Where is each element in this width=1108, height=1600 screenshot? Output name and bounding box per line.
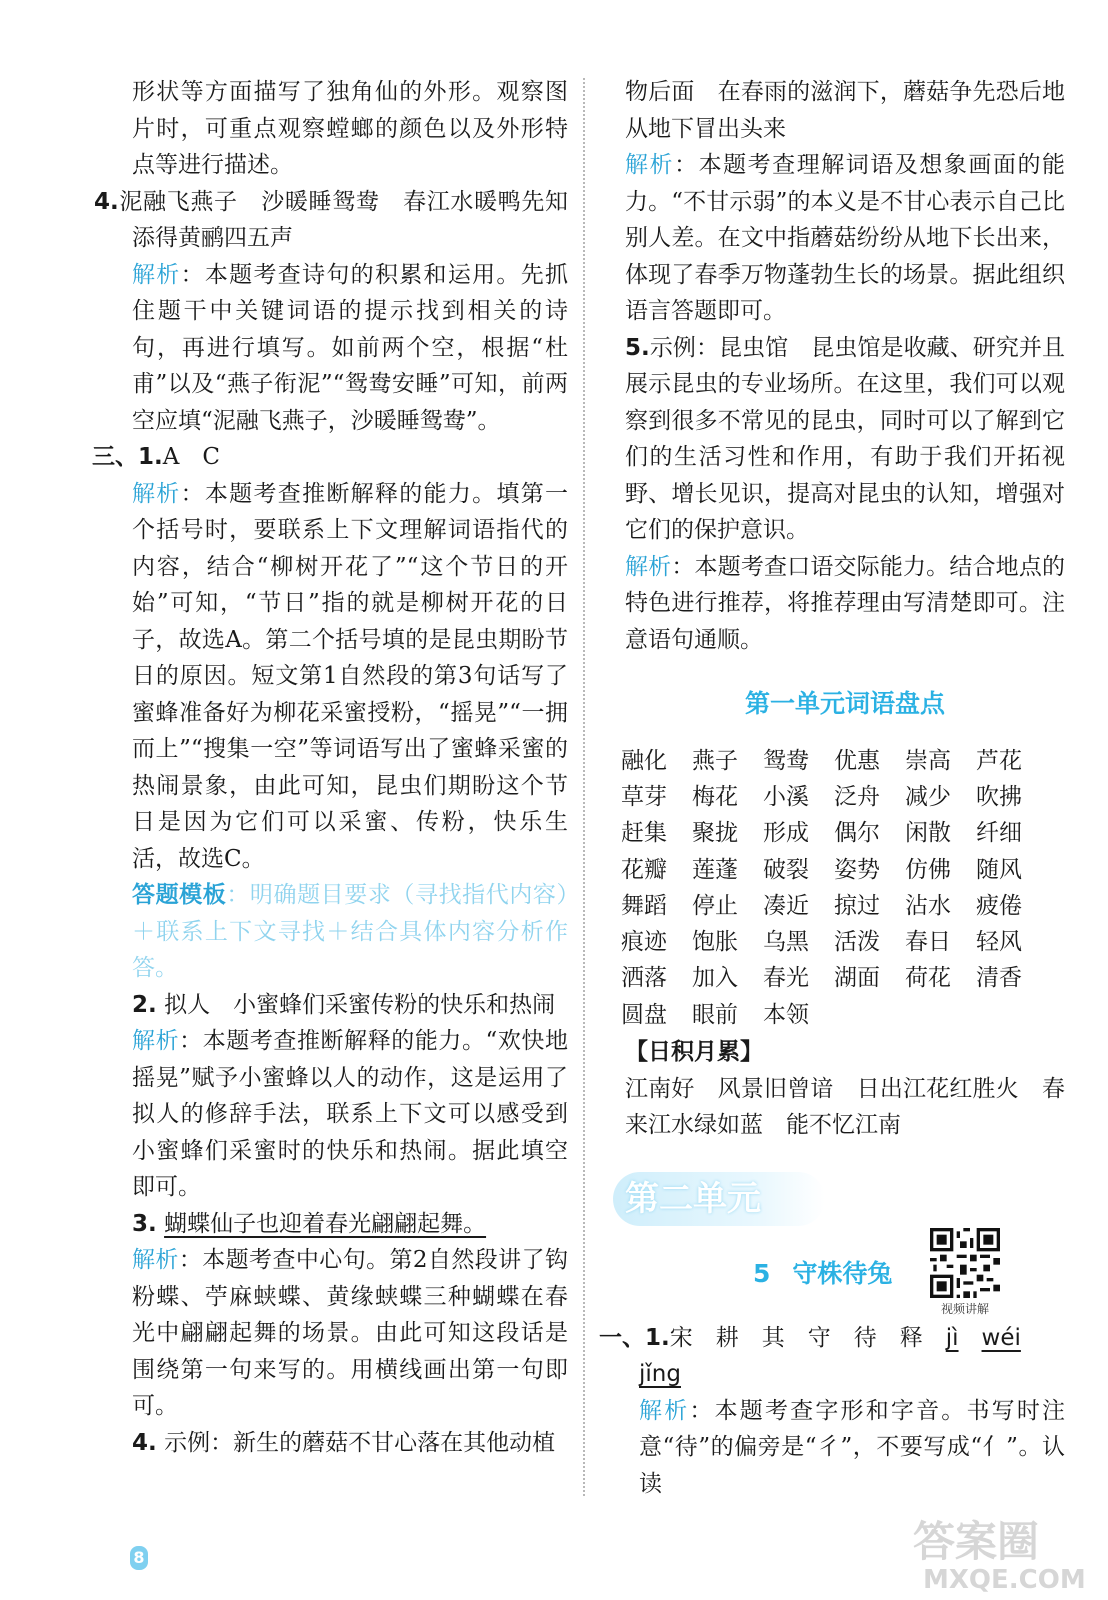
vocabulary-row — [621, 849, 1047, 885]
analysis-text: ：本题考查诗句的积累和运用。先抓住题干中关键词语的提示找到相关的诗句，再进行填写。如前两个空，根据“杜甫”以及“燕子衔泥”“鸳鸯安睡”可知，前两空应填“泥融飞燕子，沙暖睡鸳鸯”。 — [132, 261, 569, 434]
analysis — [118, 1023, 568, 1206]
vocabulary-word: 小溪 — [763, 783, 809, 810]
analysis-label: 解析 — [132, 480, 181, 507]
analysis-text: ：本题考查字形和字音。书写时注意“待”的偏旁是“彳”，不要写成“亻”。认读 — [639, 1397, 1065, 1497]
qr-code-label: 视频讲解 — [940, 1301, 989, 1316]
vocabulary-table — [621, 740, 1047, 1030]
vocabulary-word: 破裂 — [763, 856, 809, 883]
vocabulary-word: 加入 — [692, 965, 738, 992]
vocabulary-word: 泛舟 — [834, 783, 880, 810]
answer-text: 示例：新生的蘑菇不甘心落在其他动植 — [164, 1429, 556, 1456]
vocabulary-word: 凑近 — [763, 892, 809, 919]
answer-template — [118, 877, 568, 987]
vocabulary-word: 洒落 — [621, 965, 667, 992]
vocabulary-word: 舞蹈 — [621, 892, 667, 919]
analysis — [625, 549, 1065, 659]
vocabulary-word: 芦花 — [976, 747, 1022, 774]
vocabulary-word: 崇高 — [905, 747, 951, 774]
vocabulary-word — [976, 994, 1047, 1030]
analysis-text: ：本题考查推断解释的能力。填第一个括号时，要联系上下文理解词语指代的内容，结合“柳树开花了”“这个节日的开始”可知，“节日”指的就是柳树开花的日子，故选A。第二个括号填的是昆虫期盼节日的原因。短文第1自然段的第3句话写了蜜蜂准备好为柳花采蜜授粉，“摇晃”“一拥而上”“搜集一空”等词语写出了蜜蜂采蜜的热闹景象，由此可知，昆虫们期盼这个节日是因为它们可以采蜜、传粉，快乐生活，故选C。 — [132, 480, 569, 872]
svg-text:答案圈: 答案圈 — [913, 1517, 1040, 1566]
item-number: 4. — [132, 1429, 157, 1456]
section-heading — [599, 1320, 1065, 1357]
vocabulary-word: 姿势 — [834, 856, 880, 883]
vocabulary-word: 本领 — [763, 1001, 809, 1028]
vocabulary-row — [621, 994, 1047, 1030]
analysis — [118, 1242, 568, 1425]
pinyin-answer: jì — [945, 1324, 959, 1351]
item-number: 4. — [94, 188, 119, 215]
vocabulary-word: 圆盘 — [621, 1001, 667, 1028]
template-text: ：明确题目要求（寻找指代内容）＋联系上下文寻找＋结合具体内容分析作答。 — [132, 882, 569, 981]
analysis-text: ：本题考查推断解释的能力。“欢快地摇晃”赋予小蜜蜂以人的动作，这是运用了拟人的修辞手法，联系上下文可以感受到小蜜蜂们采蜜时的快乐和热闹。据此填空即可。 — [132, 1028, 568, 1200]
vocabulary-word — [834, 994, 905, 1030]
pinyin-answer: wéi — [981, 1324, 1021, 1351]
lesson-name: 守株待兔 — [792, 1258, 893, 1288]
item-number: 1. — [138, 444, 163, 470]
vocabulary-word: 草芽 — [621, 783, 667, 810]
lesson-number: 5 — [753, 1258, 771, 1288]
analysis-label: 解析 — [132, 1028, 180, 1054]
answer-item — [118, 1425, 568, 1462]
analysis — [118, 476, 568, 878]
lesson-title — [753, 1254, 892, 1290]
analysis-label: 解析 — [639, 1397, 690, 1424]
vocabulary-word: 赶集 — [621, 820, 667, 847]
analysis-label: 解析 — [625, 152, 675, 178]
svg-text:MXQE.COM: MXQE.COM — [923, 1565, 1086, 1595]
item-number: 5. — [625, 334, 650, 361]
unit-vocabulary-title: 第一单元词语盘点 — [744, 689, 945, 718]
section-label: 一、 — [599, 1324, 645, 1351]
right-column — [599, 74, 1066, 1502]
item-number: 2. — [132, 991, 157, 1018]
analysis — [625, 147, 1065, 330]
vocabulary-word: 随风 — [976, 856, 1022, 883]
analysis — [118, 257, 568, 440]
vocabulary-word: 湖面 — [834, 965, 880, 992]
lesson-header — [625, 1228, 1065, 1320]
page-number: 8 — [130, 1546, 148, 1570]
answer-item — [94, 184, 591, 257]
vocabulary-word: 闲散 — [905, 820, 951, 847]
analysis-text: ：本题考查理解词语及想象画面的能力。“不甘示弱”的本义是不甘心表示自己比别人差。在文中指蘑菇纷纷从地下长出来，体现了春季万物蓬勃生长的场景。据此组织语言答题即可。 — [625, 152, 1066, 324]
analysis-label: 解析 — [132, 261, 181, 288]
pinyin-answer: jǐng — [639, 1361, 681, 1388]
vocabulary-word: 春日 — [905, 929, 951, 956]
daily-accumulation-text: 江南好 风景旧曾谙 日出江花红胜火 春来江水绿如蓝 能不忆江南 — [625, 1075, 1065, 1139]
analysis-text: ：本题考查口语交际能力。结合地点的特色进行推荐，将推荐理由写清楚即可。注意语句通顺。 — [625, 553, 1066, 653]
item-number: 1. — [645, 1324, 670, 1351]
vocabulary-word: 荷花 — [905, 965, 951, 992]
answer-text: 拟人 小蜜蜂们采蜜传粉的快乐和热闹 — [164, 991, 556, 1018]
section-heading — [92, 439, 568, 476]
paragraph: 形状等方面描写了独角仙的外形。观察图片时，可重点观察螳螂的颜色以及外形特点等进行描述。 — [132, 79, 568, 178]
vocabulary-word: 春光 — [763, 965, 809, 992]
vocabulary-word: 花瓣 — [621, 856, 667, 883]
qr-code-icon[interactable] — [930, 1228, 1000, 1298]
answer-text: 宋 耕 其 守 待 释 — [669, 1324, 923, 1351]
vocabulary-word: 停止 — [692, 892, 738, 919]
vocabulary-word: 沾水 — [905, 892, 951, 919]
watermark-logo — [905, 1506, 1095, 1596]
vocabulary-word: 掠过 — [834, 892, 880, 919]
vocabulary-word: 饱胀 — [692, 929, 738, 956]
vocabulary-word: 疲倦 — [976, 892, 1022, 919]
answer-text: A C — [162, 444, 220, 470]
pinyin-line — [625, 1356, 1065, 1393]
section-label: 三、 — [92, 444, 138, 470]
vocabulary-word: 纤细 — [976, 820, 1022, 847]
vocabulary-word: 减少 — [905, 783, 951, 810]
analysis-text: ：本题考查中心句。第2自然段讲了钩粉蝶、苧麻蛱蝶、黄缘蛱蝶三种蝴蝶在春光中翩翩起舞的场景。由此可知这段话是围绕第一句来写的。用横线画出第一句即可。 — [132, 1247, 569, 1419]
unit-banner: 第二单元 — [613, 1172, 825, 1226]
vocabulary-word: 眼前 — [692, 1001, 738, 1028]
answer-item — [118, 1206, 568, 1243]
vocabulary-word: 痕迹 — [621, 929, 667, 956]
vocabulary-word: 活泼 — [834, 929, 880, 956]
vocabulary-word: 梅花 — [692, 783, 738, 810]
vocabulary-word: 仿佛 — [905, 856, 951, 883]
vocabulary-row — [621, 885, 1047, 921]
answer-text: 蝴蝶仙子也迎着春光翩翩起舞。 — [164, 1210, 487, 1237]
vocabulary-word: 鸳鸯 — [763, 747, 809, 774]
answer-text: 示例：昆虫馆 昆虫馆是收藏、研究并且展示昆虫的专业场所。在这里，我们可以观察到很多不常见的昆虫，同时可以了解到它们的生活习性和作用，有助于我们开拓视野、增长见识，提高对昆虫的认知，增强对它们的保护意识。 — [625, 334, 1065, 543]
answer-text: 泥融飞燕子 沙暖睡鸳鸯 春江水暖鸭先知 添得黄鹂四五声 — [118, 188, 591, 251]
vocabulary-row — [621, 813, 1047, 849]
vocabulary-row — [621, 958, 1047, 994]
column-divider — [583, 78, 585, 1496]
vocabulary-word: 清香 — [976, 965, 1022, 992]
analysis-label: 解析 — [132, 1247, 179, 1273]
answer-item — [625, 330, 1065, 549]
vocabulary-word: 形成 — [763, 820, 809, 847]
vocabulary-word — [905, 994, 976, 1030]
left-column — [92, 74, 591, 1461]
analysis-label: 解析 — [625, 553, 672, 580]
vocabulary-row — [621, 776, 1047, 812]
answer-continuation: 物后面 在春雨的滋润下，蘑菇争先恐后地从地下冒出头来 — [625, 79, 1065, 142]
vocabulary-row — [621, 740, 1047, 776]
vocabulary-word: 轻风 — [976, 929, 1022, 956]
daily-accumulation-label: 【日积月累】 — [625, 1039, 763, 1066]
vocabulary-word: 融化 — [621, 747, 667, 774]
vocabulary-word: 燕子 — [692, 747, 738, 774]
analysis — [625, 1393, 1065, 1503]
vocabulary-word: 莲蓬 — [692, 856, 738, 883]
vocabulary-word: 偶尔 — [834, 820, 880, 847]
answer-item — [118, 987, 568, 1024]
item-number: 3. — [132, 1210, 157, 1237]
template-label: 答题模板 — [132, 882, 227, 908]
vocabulary-row — [621, 921, 1047, 957]
vocabulary-word: 聚拢 — [692, 820, 738, 847]
vocabulary-word: 优惠 — [834, 747, 880, 774]
vocabulary-word: 吹拂 — [976, 783, 1022, 810]
vocabulary-word: 乌黑 — [763, 929, 809, 956]
